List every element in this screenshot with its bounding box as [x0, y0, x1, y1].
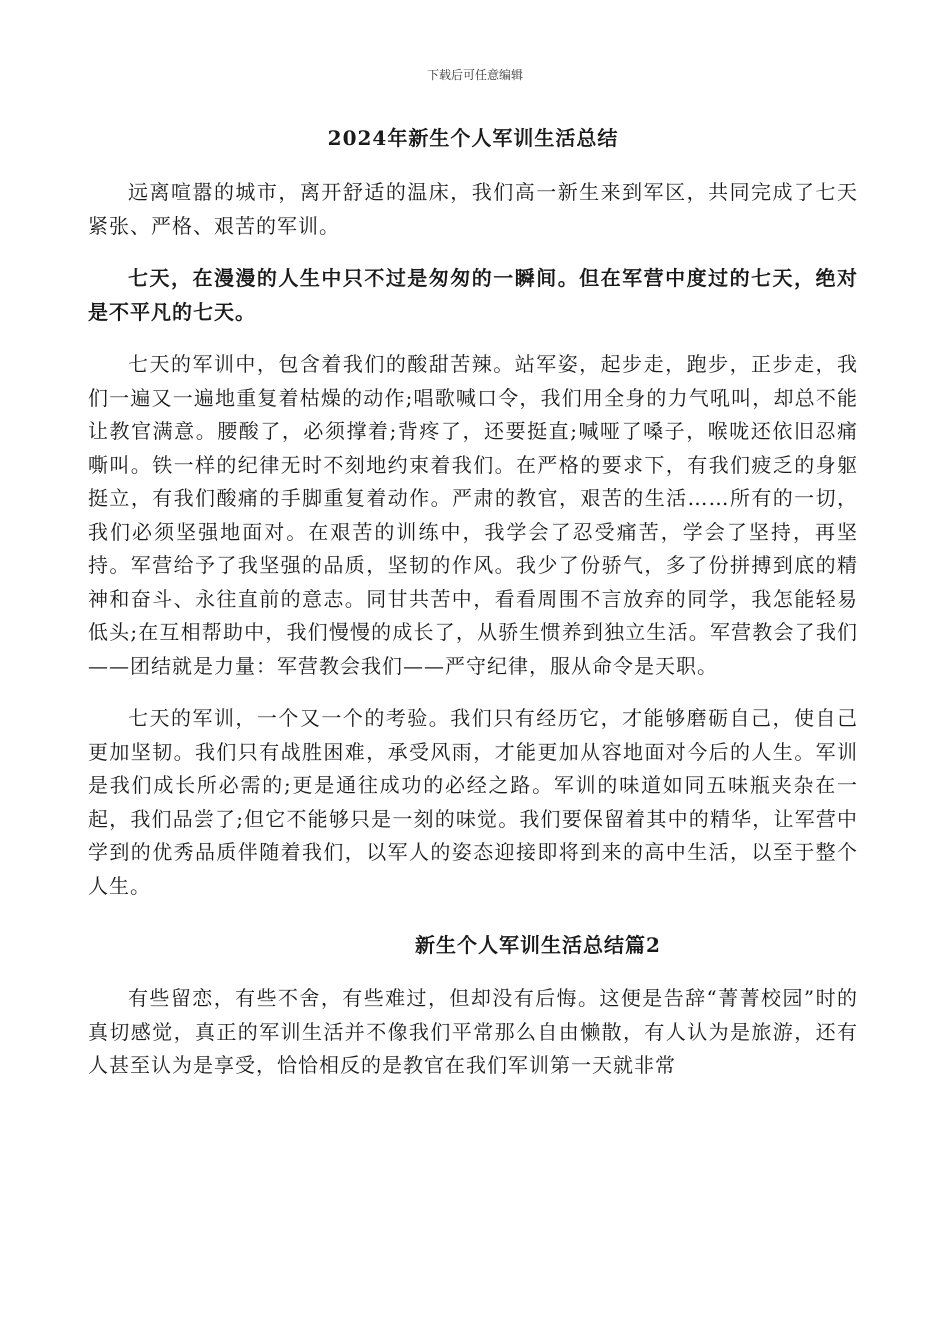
document-title: 2024年新生个人军训生活总结	[327, 126, 619, 150]
paragraph-4: 七天的军训，一个又一个的考验。我们只有经历它，才能够磨砺自己，使自己更加坚韧。我们只有战胜困难，承受风雨，才能更加从容地面对今后的人生。军训是我们成长所必需的;更是通往成功的必经之路。军训的味道如同五味瓶夹杂在一起，我们品尝了;但它不能够只是一刻的味觉。我们要保留着其中的精华，让军营中学到的优秀品质伴随着我们，以军人的姿态迎接即将到来的高中生活，以至于整个人生。	[88, 706, 858, 898]
paragraph-5: 有些留恋，有些不舍，有些难过，但却没有后悔。这便是告辞“菁菁校园”时的真切感觉，真正的军训生活并不像我们平常那么自由懒散，有人认为是旅游，还有人甚至认为是享受，恰恰相反的是教官在我们军训第一天就非常	[88, 986, 858, 1077]
section-subtitle: 新生个人军训生活总结篇2	[415, 933, 661, 957]
paragraph-2-bold: 七天，在漫漫的人生中只不过是匆匆的一瞬间。但在军营中度过的七天，绝对是不平凡的七天。	[88, 266, 858, 324]
paragraph-3: 七天的军训中，包含着我们的酸甜苦辣。站军姿，起步走，跑步，正步走，我们一遍又一遍地重复着枯燥的动作;唱歌喊口令，我们用全身的力气吼叫，却总不能让教官满意。腰酸了，必须撑着;背疼了，还要挺直;喊哑了嗓子，喉咙还依旧忍痛嘶叫。铁一样的纪律无时不刻地约束着我们。在严格的要求下，有我们疲乏的身躯挺立，有我们酸痛的手脚重复着动作。严肃的教官，艰苦的生活……所有的一切，我们必须坚强地面对。在艰苦的训练中，我学会了忍受痛苦，学会了坚持，再坚持。军营给予了我坚强的品质，坚韧的作风。我少了份骄气，多了份拼搏到底的精神和奋斗、永往直前的意志。同甘共苦中，看看周围不言放弃的同学，我怎能轻易低头;在互相帮助中，我们慢慢的成长了，从骄生惯养到独立生活。军营教会了我们——团结就是力量：军营教会我们——严守纪律，服从命令是天职。	[88, 352, 858, 678]
document-body	[88, 120, 858, 1102]
header-note: 下载后可任意编辑	[426, 68, 523, 82]
paragraph-1: 远离喧嚣的城市，离开舒适的温床，我们高一新生来到军区，共同完成了七天紧张、严格、艰苦的军训。	[88, 180, 858, 238]
